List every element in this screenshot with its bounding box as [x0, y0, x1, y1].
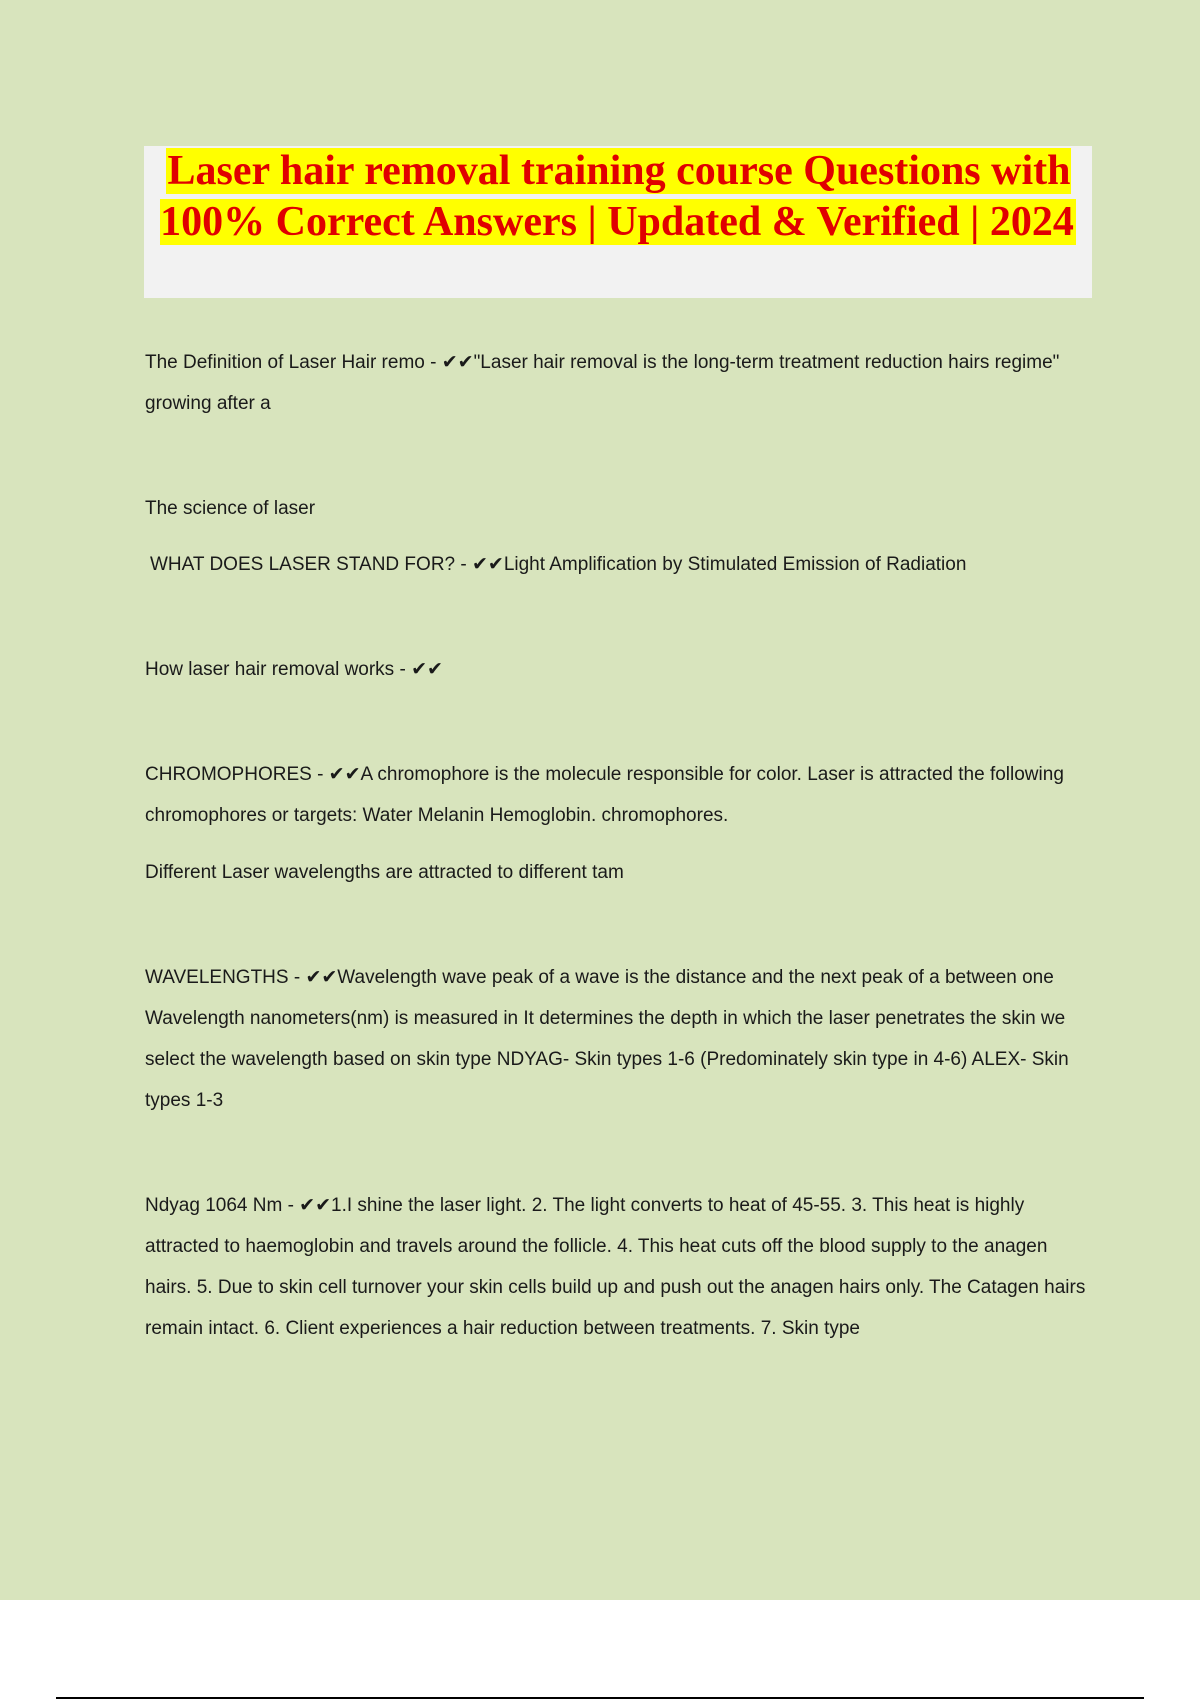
document-body [145, 342, 1095, 1349]
paragraph-wavelength-attraction: Different Laser wavelengths are attracted to different tam [145, 862, 624, 883]
paragraph-how-it-works: How laser hair removal works - ✔✔ [145, 659, 443, 680]
paragraph-definition: The Definition of Laser Hair remo - ✔✔"Laser hair removal is the long-term treatment reduction hairs regime" growing after a [145, 352, 1060, 414]
paragraph-laser-acronym: WHAT DOES LASER STAND FOR? - ✔✔Light Amplification by Stimulated Emission of Radiation [150, 554, 967, 575]
title-box [144, 146, 1092, 298]
paragraph-wavelengths: WAVELENGTHS - ✔✔Wavelength wave peak of a wave is the distance and the next peak of a between one Wavelength nanometers(nm) is measured in It determines the depth in which the laser penetrates the skin we select the wavelength based on skin type NDYAG- Skin types 1-6 (Predominately skin type in 4-6) ALEX- Skin types 1-3 [145, 967, 1069, 1111]
paragraph-science-heading: The science of laser [145, 498, 316, 519]
paragraph-ndyag: Ndyag 1064 Nm - ✔✔1.I shine the laser light. 2. The light converts to heat of 45-55. 3. This heat is highly attracted to haemoglobin and travels around the follicle. 4. This heat cuts off the blood supply to the anagen hairs. 5. Due to skin cell turnover your skin cells build up and push out the anagen hairs only. The Catagen hairs remain intact. 6. Client experiences a hair reduction between treatments. 7. Skin type [145, 1195, 1086, 1339]
document-title: Laser hair removal training course Questions with 100% Correct Answers | Updated & Verified | 2024 [160, 148, 1074, 245]
paragraph-chromophores: CHROMOPHORES - ✔✔A chromophore is the molecule responsible for color. Laser is attracted the following chromophores or targets: Water Melanin Hemoglobin. chromophores. [145, 764, 1064, 826]
footer-divider [56, 1697, 1144, 1699]
